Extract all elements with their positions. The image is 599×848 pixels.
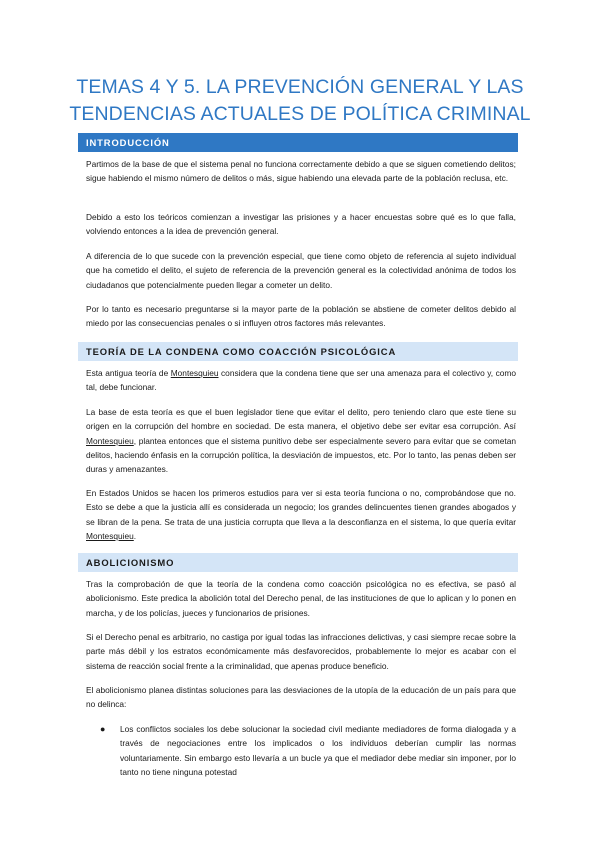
section-heading-abolicionismo: ABOLICIONISMO (78, 553, 518, 572)
title-line-1: TEMAS 4 Y 5. LA PREVENCIÓN GENERAL Y LAS (76, 76, 524, 98)
section-heading-introduccion: INTRODUCCIÓN (78, 133, 518, 152)
intro-paragraph-3: A diferencia de lo que sucede con la prevención especial, que tiene como objeto de referencia al sujeto individual que ha cometido el delito, el sujeto de referencia de la prevención general es la colectividad anónima de todos los ciudadanos que potencialmente pueden llegar a cometer un delito. (86, 251, 516, 290)
teoria-p1-text-a: Esta antigua teoría de (86, 368, 171, 378)
intro-paragraph-2: Debido a esto los teóricos comienzan a investigar las prisiones y a hacer encuestas sobre qué es lo que falla, volviendo entonces a la idea de prevención general. (86, 212, 516, 237)
teoria-p2-text-b: , plantea entonces que el sistema punitivo debe ser especialmente severo para evitar que se cometan delitos, haciendo énfasis en la corrupción política, la desviación de impuestos, etc. Por lo tanto, las penas deben ser duras y amenazantes. (86, 435, 516, 475)
abolicionismo-paragraph-1: Tras la comprobación de que la teoría de la condena como coacción psicológica no es efectiva, se pasó al abolicionismo. Este predica la abolición total del Derecho penal, de las instituciones de que lo aplican y lo ponen en marcha, y de los policías, jueces y funcionarios de prisiones. (86, 579, 516, 618)
teoria-p3-text-b: . (133, 530, 137, 541)
teoria-p3-text-a: En Estados Unidos se hacen los primeros estudios para ver si esta teoría funciona o no, comprobándose que no. Esto se debe a que la justicia allí es considerada un negocio; los grandes delincuentes tienen grandes abogados y se libran de la pena. Se trata de una justicia corrupta que lleva a la desconfianza en el sistema, lo que quería evitar (86, 488, 516, 527)
montesquieu-reference: Montesquieu (86, 530, 134, 541)
bullet-icon: ● (100, 724, 106, 734)
document-title (60, 74, 540, 128)
teoria-paragraph-1 (86, 366, 516, 395)
teoria-p2-text-a: La base de esta teoría es que el buen legislador tiene que evitar el delito, pero teniendo claro que este tiene su origen en la corrupción del hombre en sociedad. De esta manera, el objetivo debe ser evitar esa corrupción. Así (86, 407, 516, 432)
section-heading-teoria-condena: TEORÍA DE LA CONDENA COMO COACCIÓN PSICOLÓGICA (78, 342, 518, 361)
intro-paragraph-1: Partimos de la base de que el sistema penal no funciona correctamente debido a que se siguen cometiendo delitos; sigue habiendo el mismo número de delitos o más, sigue habiendo una elevada parte de la población reclusa, etc. (86, 159, 516, 184)
intro-paragraph-4: Por lo tanto es necesario preguntarse si la mayor parte de la población se abstiene de cometer delitos debido al miedo por las consecuencias penales o si influyen otros factores más relevantes. (86, 304, 516, 329)
abolicionismo-paragraph-2: Si el Derecho penal es arbitrario, no castiga por igual todas las infracciones delictivas, y casi siempre recae sobre la parte más débil y los estratos económicamente más desfavorecidos, probablemente lo mejor es acabar con el sistema de reacción social frente a la criminalidad, que apenas produce beneficio. (86, 632, 516, 671)
abolicionismo-paragraph-3: El abolicionismo planea distintas soluciones para las desviaciones de la utopía de la educación de un país para que no delinca: (86, 685, 516, 710)
teoria-paragraph-2 (86, 405, 516, 476)
montesquieu-reference: Montesquieu (86, 435, 134, 446)
title-line-2: TENDENCIAS ACTUALES DE POLÍTICA CRIMINAL (69, 103, 531, 125)
teoria-paragraph-3 (86, 486, 516, 543)
bullet-text: Los conflictos sociales los debe solucionar la sociedad civil mediante mediadores de forma dialogada y a través de negociaciones entre los implicados o los individuos deberían cumplir las normas voluntariamente. Sin embargo esto llevaría a un bucle ya que el mediador debe mediar sin imponer, por lo tanto no tiene ninguna potestad (120, 724, 516, 777)
teoria-p1-text-b: considera que la condena tiene que ser una amenaza para el colectivo y, como tal, debe funcionar. (86, 368, 516, 393)
montesquieu-reference: Montesquieu (170, 368, 219, 378)
